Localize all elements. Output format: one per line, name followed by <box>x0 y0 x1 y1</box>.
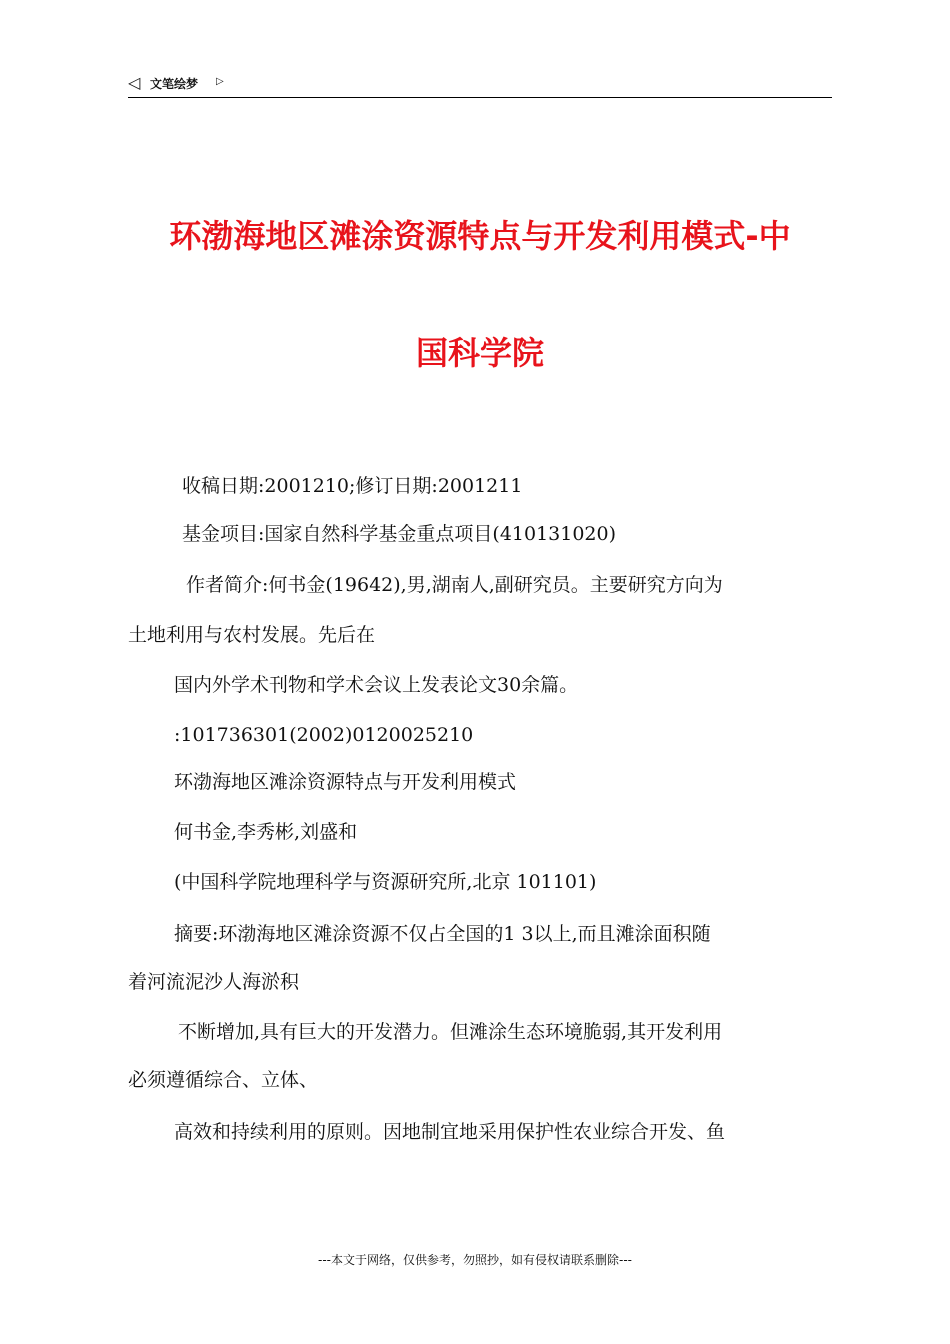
author-bio-line: 土地利用与农村发展。先后在 <box>128 624 376 646</box>
abstract-line: 不断增加,具有巨大的开发潜力。但滩涂生态环境脆弱,其开发利用 <box>178 1021 723 1043</box>
page-header <box>128 72 832 98</box>
abstract-line: 摘要:环渤海地区滩涂资源不仅占全国的1 3以上,而且滩涂面积随 <box>174 923 711 945</box>
affiliation-line: (中国科学院地理科学与资源研究所,北京 101101) <box>174 871 597 893</box>
body-text-line: 国内外学术刊物和学术会议上发表论文30余篇。 <box>174 674 579 696</box>
article-title-line: 环渤海地区滩涂资源特点与开发利用模式 <box>174 771 517 793</box>
author-bio-line: 作者简介:何书金(19642),男,湖南人,副研究员。主要研究方向为 <box>186 574 723 596</box>
article-id-line: :101736301(2002)0120025210 <box>174 724 474 746</box>
header-brand: 文笔绘梦 <box>150 77 199 91</box>
document-title-line-2: 国科学院 <box>415 334 544 372</box>
authors-line: 何书金,李秀彬,刘盛和 <box>174 821 358 843</box>
fund-project-line: 基金项目:国家自然科学基金重点项目(410131020) <box>182 523 617 545</box>
abstract-line: 着河流泥沙人海淤积 <box>128 971 300 993</box>
right-triangle-icon: ▷ <box>216 76 224 87</box>
document-title-line-1: 环渤海地区滩涂资源特点与开发利用模式-中 <box>169 217 791 255</box>
received-date-line: 收稿日期:2001210;修订日期:2001211 <box>182 475 523 497</box>
abstract-line: 高效和持续利用的原则。因地制宜地采用保护性农业综合开发、鱼 <box>174 1121 726 1143</box>
footer-disclaimer: ---本文于网络，仅供参考，勿照抄，如有侵权请联系删除--- <box>318 1253 632 1267</box>
abstract-line: 必须遵循综合、立体、 <box>128 1069 319 1091</box>
left-triangle-icon: ◁ <box>128 73 141 92</box>
